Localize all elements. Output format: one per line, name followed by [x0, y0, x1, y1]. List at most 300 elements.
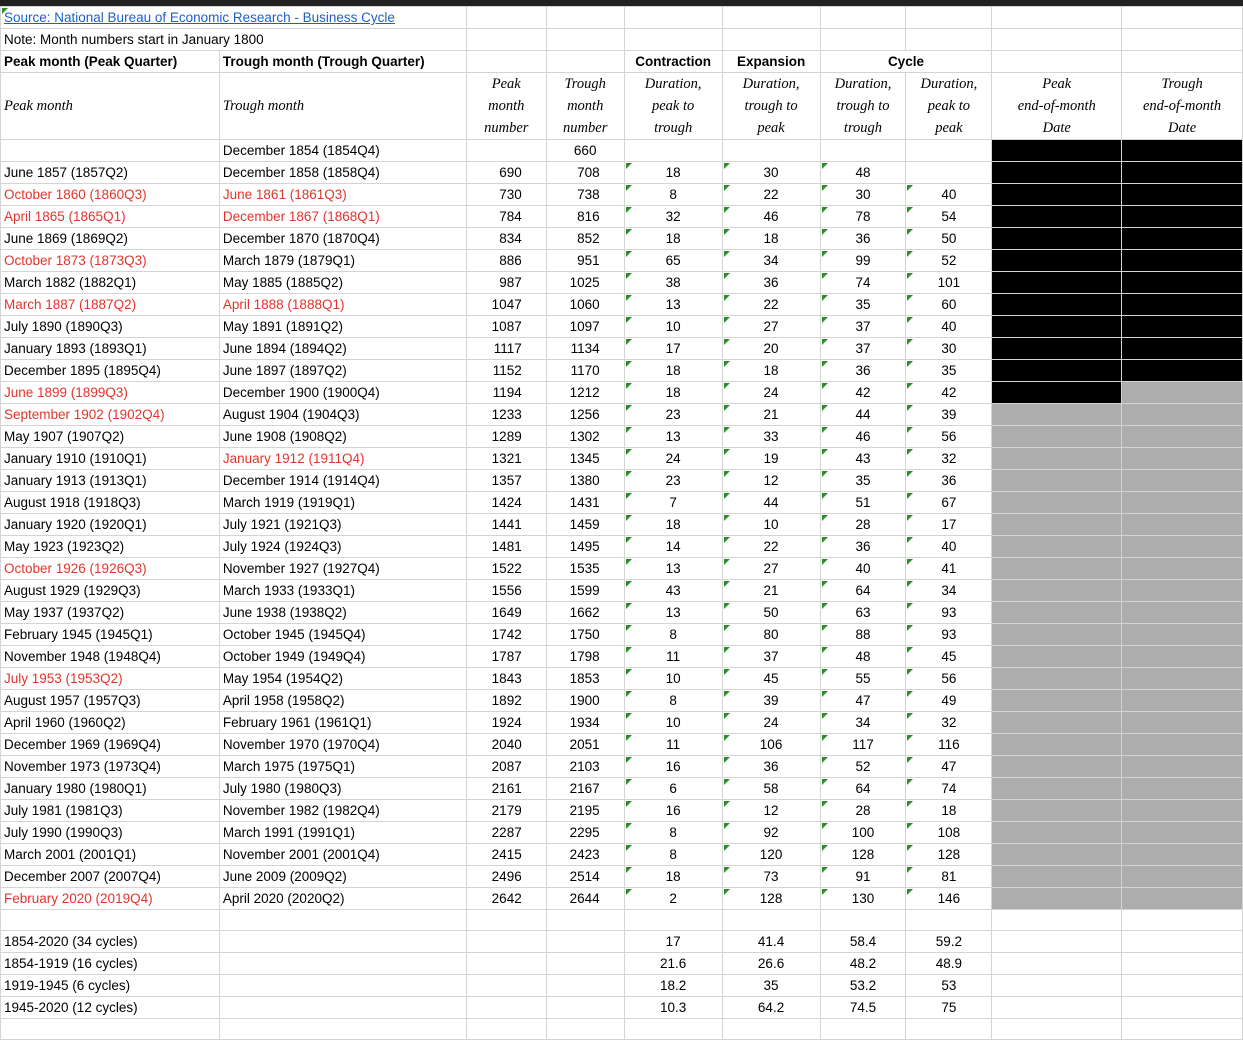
- peak-eom-cell[interactable]: [992, 668, 1122, 690]
- contraction-cell[interactable]: 10: [624, 712, 722, 734]
- peak-eom-cell[interactable]: [992, 866, 1122, 888]
- trough-month-cell[interactable]: January 1912 (1911Q4): [219, 448, 466, 470]
- expansion-cell[interactable]: 22: [722, 294, 820, 316]
- peak-month-cell[interactable]: January 1910 (1910Q1): [1, 448, 220, 470]
- trough-month-cell[interactable]: May 1891 (1891Q2): [219, 316, 466, 338]
- contraction-cell[interactable]: 16: [624, 800, 722, 822]
- trough-to-trough-cell[interactable]: 35: [820, 294, 906, 316]
- empty-cell[interactable]: [906, 910, 992, 931]
- trough-number-cell[interactable]: 1662: [546, 602, 624, 624]
- empty-cell[interactable]: [1122, 953, 1243, 975]
- trough-month-cell[interactable]: April 2020 (2020Q2): [219, 888, 466, 910]
- contraction-cell[interactable]: 23: [624, 470, 722, 492]
- trough-to-trough-cell[interactable]: 36: [820, 536, 906, 558]
- peak-month-cell[interactable]: July 1890 (1890Q3): [1, 316, 220, 338]
- empty-cell[interactable]: [992, 953, 1122, 975]
- summary-expansion[interactable]: 41.4: [722, 931, 820, 953]
- trough-eom-cell[interactable]: [1122, 228, 1243, 250]
- trough-eom-cell[interactable]: [1122, 646, 1243, 668]
- summary-trough-to-trough[interactable]: 74.5: [820, 997, 906, 1019]
- header-expansion-duration[interactable]: Duration, trough to peak: [722, 73, 820, 140]
- contraction-cell[interactable]: 13: [624, 602, 722, 624]
- trough-quarter-header[interactable]: Trough month (Trough Quarter): [219, 51, 466, 73]
- peak-to-peak-cell[interactable]: 54: [906, 206, 992, 228]
- peak-number-cell[interactable]: 1742: [466, 624, 546, 646]
- contraction-cell[interactable]: 32: [624, 206, 722, 228]
- summary-contraction[interactable]: 21.6: [624, 953, 722, 975]
- empty-cell[interactable]: [820, 7, 906, 29]
- peak-number-cell[interactable]: 1924: [466, 712, 546, 734]
- peak-eom-cell[interactable]: [992, 206, 1122, 228]
- trough-month-cell[interactable]: July 1924 (1924Q3): [219, 536, 466, 558]
- peak-to-peak-cell[interactable]: 45: [906, 646, 992, 668]
- summary-peak-to-peak[interactable]: 59.2: [906, 931, 992, 953]
- empty-cell[interactable]: [1, 1019, 220, 1040]
- empty-cell[interactable]: [466, 7, 546, 29]
- peak-eom-cell[interactable]: [992, 756, 1122, 778]
- peak-number-cell[interactable]: 690: [466, 162, 546, 184]
- expansion-cell[interactable]: 22: [722, 536, 820, 558]
- trough-month-cell[interactable]: June 1894 (1894Q2): [219, 338, 466, 360]
- summary-expansion[interactable]: 26.6: [722, 953, 820, 975]
- trough-eom-cell[interactable]: [1122, 756, 1243, 778]
- empty-cell[interactable]: [219, 953, 466, 975]
- trough-month-cell[interactable]: May 1954 (1954Q2): [219, 668, 466, 690]
- peak-to-peak-cell[interactable]: 67: [906, 492, 992, 514]
- contraction-cell[interactable]: 23: [624, 404, 722, 426]
- empty-cell[interactable]: [722, 140, 820, 162]
- expansion-cell[interactable]: 80: [722, 624, 820, 646]
- peak-month-cell[interactable]: June 1899 (1899Q3): [1, 382, 220, 404]
- contraction-cell[interactable]: 2: [624, 888, 722, 910]
- expansion-cell[interactable]: 30: [722, 162, 820, 184]
- peak-month-cell[interactable]: September 1902 (1902Q4): [1, 404, 220, 426]
- empty-cell[interactable]: [1122, 7, 1243, 29]
- empty-cell[interactable]: [546, 931, 624, 953]
- trough-to-trough-cell[interactable]: 51: [820, 492, 906, 514]
- peak-month-cell[interactable]: January 1920 (1920Q1): [1, 514, 220, 536]
- expansion-cell[interactable]: 20: [722, 338, 820, 360]
- peak-number-cell[interactable]: 1357: [466, 470, 546, 492]
- empty-cell[interactable]: [722, 910, 820, 931]
- peak-number-cell[interactable]: 1481: [466, 536, 546, 558]
- peak-eom-cell[interactable]: [992, 514, 1122, 536]
- peak-eom-cell[interactable]: [992, 360, 1122, 382]
- empty-cell[interactable]: [546, 975, 624, 997]
- empty-cell[interactable]: [466, 931, 546, 953]
- contraction-cell[interactable]: 16: [624, 756, 722, 778]
- empty-cell[interactable]: [466, 1019, 546, 1040]
- peak-month-cell[interactable]: [1, 140, 220, 162]
- trough-eom-cell[interactable]: [1122, 272, 1243, 294]
- peak-to-peak-cell[interactable]: 52: [906, 250, 992, 272]
- peak-to-peak-cell[interactable]: 93: [906, 624, 992, 646]
- trough-number-cell[interactable]: 1345: [546, 448, 624, 470]
- trough-number-cell[interactable]: 951: [546, 250, 624, 272]
- note-cell[interactable]: Note: Month numbers start in January 1800: [1, 29, 467, 51]
- contraction-cell[interactable]: 11: [624, 646, 722, 668]
- contraction-cell[interactable]: 18: [624, 228, 722, 250]
- empty-cell[interactable]: [624, 29, 722, 51]
- empty-cell[interactable]: [992, 51, 1122, 73]
- peak-number-cell[interactable]: 2040: [466, 734, 546, 756]
- trough-eom-cell[interactable]: [1122, 690, 1243, 712]
- summary-label[interactable]: 1945-2020 (12 cycles): [1, 997, 220, 1019]
- summary-trough-to-trough[interactable]: 48.2: [820, 953, 906, 975]
- trough-month-cell[interactable]: June 1861 (1861Q3): [219, 184, 466, 206]
- empty-cell[interactable]: [219, 997, 466, 1019]
- trough-number-cell[interactable]: 2051: [546, 734, 624, 756]
- peak-eom-cell[interactable]: [992, 690, 1122, 712]
- trough-eom-cell[interactable]: [1122, 448, 1243, 470]
- peak-month-cell[interactable]: June 1869 (1869Q2): [1, 228, 220, 250]
- peak-month-cell[interactable]: April 1960 (1960Q2): [1, 712, 220, 734]
- peak-eom-cell[interactable]: [992, 250, 1122, 272]
- trough-to-trough-cell[interactable]: 34: [820, 712, 906, 734]
- peak-number-cell[interactable]: 2496: [466, 866, 546, 888]
- peak-to-peak-cell[interactable]: 40: [906, 316, 992, 338]
- trough-number-cell[interactable]: 1302: [546, 426, 624, 448]
- contraction-cell[interactable]: 8: [624, 624, 722, 646]
- trough-to-trough-cell[interactable]: 64: [820, 580, 906, 602]
- trough-to-trough-cell[interactable]: 37: [820, 316, 906, 338]
- trough-month-cell[interactable]: June 1938 (1938Q2): [219, 602, 466, 624]
- trough-to-trough-cell[interactable]: 117: [820, 734, 906, 756]
- peak-eom-cell[interactable]: [992, 448, 1122, 470]
- trough-month-cell[interactable]: August 1904 (1904Q3): [219, 404, 466, 426]
- peak-month-cell[interactable]: March 1882 (1882Q1): [1, 272, 220, 294]
- trough-eom-cell[interactable]: [1122, 668, 1243, 690]
- header-trough-month[interactable]: Trough month: [219, 73, 466, 140]
- expansion-cell[interactable]: 34: [722, 250, 820, 272]
- peak-number-cell[interactable]: 1117: [466, 338, 546, 360]
- expansion-cell[interactable]: 50: [722, 602, 820, 624]
- trough-eom-cell[interactable]: [1122, 624, 1243, 646]
- contraction-cell[interactable]: 13: [624, 558, 722, 580]
- trough-number-cell[interactable]: 738: [546, 184, 624, 206]
- peak-month-cell[interactable]: April 1865 (1865Q1): [1, 206, 220, 228]
- empty-cell[interactable]: [624, 140, 722, 162]
- trough-month-cell[interactable]: December 1858 (1858Q4): [219, 162, 466, 184]
- expansion-cell[interactable]: 128: [722, 888, 820, 910]
- summary-expansion[interactable]: 64.2: [722, 997, 820, 1019]
- peak-number-cell[interactable]: 1321: [466, 448, 546, 470]
- trough-number-cell[interactable]: 1025: [546, 272, 624, 294]
- empty-cell[interactable]: [906, 1019, 992, 1040]
- empty-cell[interactable]: [624, 7, 722, 29]
- trough-eom-cell[interactable]: [1122, 800, 1243, 822]
- empty-cell[interactable]: [546, 7, 624, 29]
- peak-number-cell[interactable]: 1892: [466, 690, 546, 712]
- empty-cell[interactable]: [546, 51, 624, 73]
- peak-month-cell[interactable]: October 1873 (1873Q3): [1, 250, 220, 272]
- empty-cell[interactable]: [992, 975, 1122, 997]
- peak-month-cell[interactable]: November 1948 (1948Q4): [1, 646, 220, 668]
- expansion-cell[interactable]: 37: [722, 646, 820, 668]
- peak-eom-cell[interactable]: [992, 624, 1122, 646]
- trough-eom-cell[interactable]: [1122, 602, 1243, 624]
- peak-to-peak-cell[interactable]: 18: [906, 800, 992, 822]
- peak-month-cell[interactable]: May 1937 (1937Q2): [1, 602, 220, 624]
- peak-month-cell[interactable]: July 1981 (1981Q3): [1, 800, 220, 822]
- empty-cell[interactable]: [466, 975, 546, 997]
- trough-eom-cell[interactable]: [1122, 492, 1243, 514]
- peak-month-cell[interactable]: January 1893 (1893Q1): [1, 338, 220, 360]
- peak-to-peak-cell[interactable]: 40: [906, 184, 992, 206]
- peak-number-cell[interactable]: 1233: [466, 404, 546, 426]
- peak-eom-cell[interactable]: [992, 602, 1122, 624]
- empty-cell[interactable]: [624, 910, 722, 931]
- trough-to-trough-cell[interactable]: 40: [820, 558, 906, 580]
- trough-number-cell[interactable]: 1934: [546, 712, 624, 734]
- contraction-cell[interactable]: 18: [624, 866, 722, 888]
- peak-month-cell[interactable]: August 1957 (1957Q3): [1, 690, 220, 712]
- trough-eom-cell[interactable]: [1122, 470, 1243, 492]
- expansion-header[interactable]: Expansion: [722, 51, 820, 73]
- trough-eom-cell[interactable]: [1122, 404, 1243, 426]
- peak-month-cell[interactable]: March 1887 (1887Q2): [1, 294, 220, 316]
- contraction-cell[interactable]: 18: [624, 382, 722, 404]
- contraction-cell[interactable]: 10: [624, 316, 722, 338]
- peak-to-peak-cell[interactable]: 56: [906, 668, 992, 690]
- peak-eom-cell[interactable]: [992, 712, 1122, 734]
- peak-month-cell[interactable]: March 2001 (2001Q1): [1, 844, 220, 866]
- peak-eom-cell[interactable]: [992, 800, 1122, 822]
- empty-cell[interactable]: [906, 29, 992, 51]
- peak-number-cell[interactable]: 2161: [466, 778, 546, 800]
- contraction-cell[interactable]: 17: [624, 338, 722, 360]
- peak-month-cell[interactable]: December 2007 (2007Q4): [1, 866, 220, 888]
- peak-to-peak-cell[interactable]: 49: [906, 690, 992, 712]
- peak-month-cell[interactable]: May 1907 (1907Q2): [1, 426, 220, 448]
- peak-month-cell[interactable]: January 1913 (1913Q1): [1, 470, 220, 492]
- peak-to-peak-cell[interactable]: 40: [906, 536, 992, 558]
- trough-eom-cell[interactable]: [1122, 888, 1243, 910]
- header-peak-number[interactable]: Peak month number: [466, 73, 546, 140]
- peak-number-cell[interactable]: 1152: [466, 360, 546, 382]
- trough-month-cell[interactable]: November 1982 (1982Q4): [219, 800, 466, 822]
- empty-cell[interactable]: [820, 910, 906, 931]
- peak-to-peak-cell[interactable]: 32: [906, 448, 992, 470]
- peak-number-cell[interactable]: 2415: [466, 844, 546, 866]
- trough-eom-cell[interactable]: [1122, 294, 1243, 316]
- trough-number-cell[interactable]: 2644: [546, 888, 624, 910]
- summary-label[interactable]: 1919-1945 (6 cycles): [1, 975, 220, 997]
- empty-cell[interactable]: [219, 975, 466, 997]
- trough-number-cell[interactable]: 1853: [546, 668, 624, 690]
- trough-month-cell[interactable]: October 1945 (1945Q4): [219, 624, 466, 646]
- header-cycle-peak-to-peak[interactable]: Duration, peak to peak: [906, 73, 992, 140]
- trough-eom-cell[interactable]: [1122, 778, 1243, 800]
- empty-cell[interactable]: [546, 29, 624, 51]
- empty-cell[interactable]: [820, 1019, 906, 1040]
- empty-cell[interactable]: [722, 1019, 820, 1040]
- trough-month-cell[interactable]: May 1885 (1885Q2): [219, 272, 466, 294]
- trough-eom-cell[interactable]: [1122, 734, 1243, 756]
- peak-number-cell[interactable]: 2087: [466, 756, 546, 778]
- peak-eom-cell[interactable]: [992, 734, 1122, 756]
- expansion-cell[interactable]: 45: [722, 668, 820, 690]
- trough-to-trough-cell[interactable]: 64: [820, 778, 906, 800]
- expansion-cell[interactable]: 33: [722, 426, 820, 448]
- expansion-cell[interactable]: 27: [722, 558, 820, 580]
- trough-eom-cell[interactable]: [1122, 338, 1243, 360]
- empty-cell[interactable]: [219, 1019, 466, 1040]
- empty-cell[interactable]: [466, 29, 546, 51]
- trough-number-cell[interactable]: 1212: [546, 382, 624, 404]
- empty-cell[interactable]: [546, 910, 624, 931]
- peak-month-cell[interactable]: November 1973 (1973Q4): [1, 756, 220, 778]
- peak-number-cell[interactable]: 2642: [466, 888, 546, 910]
- peak-to-peak-cell[interactable]: 39: [906, 404, 992, 426]
- peak-to-peak-cell[interactable]: 74: [906, 778, 992, 800]
- trough-to-trough-cell[interactable]: 42: [820, 382, 906, 404]
- empty-cell[interactable]: [1122, 997, 1243, 1019]
- contraction-cell[interactable]: 13: [624, 294, 722, 316]
- trough-month-cell[interactable]: March 1991 (1991Q1): [219, 822, 466, 844]
- trough-number-cell[interactable]: 1060: [546, 294, 624, 316]
- trough-number-cell[interactable]: 1798: [546, 646, 624, 668]
- peak-eom-cell[interactable]: [992, 294, 1122, 316]
- trough-to-trough-cell[interactable]: 36: [820, 228, 906, 250]
- summary-expansion[interactable]: 35: [722, 975, 820, 997]
- trough-to-trough-cell[interactable]: 128: [820, 844, 906, 866]
- empty-cell[interactable]: [1122, 975, 1243, 997]
- contraction-cell[interactable]: 18: [624, 360, 722, 382]
- expansion-cell[interactable]: 12: [722, 470, 820, 492]
- peak-to-peak-cell[interactable]: 50: [906, 228, 992, 250]
- trough-to-trough-cell[interactable]: 52: [820, 756, 906, 778]
- trough-number-cell[interactable]: 2195: [546, 800, 624, 822]
- expansion-cell[interactable]: 73: [722, 866, 820, 888]
- trough-number-cell[interactable]: 2514: [546, 866, 624, 888]
- expansion-cell[interactable]: 19: [722, 448, 820, 470]
- peak-month-cell[interactable]: October 1926 (1926Q3): [1, 558, 220, 580]
- trough-eom-cell[interactable]: [1122, 822, 1243, 844]
- summary-label[interactable]: 1854-1919 (16 cycles): [1, 953, 220, 975]
- trough-to-trough-cell[interactable]: 36: [820, 360, 906, 382]
- trough-to-trough-cell[interactable]: 130: [820, 888, 906, 910]
- peak-eom-cell[interactable]: [992, 492, 1122, 514]
- trough-month-cell[interactable]: June 2009 (2009Q2): [219, 866, 466, 888]
- trough-month-cell[interactable]: March 1933 (1933Q1): [219, 580, 466, 602]
- peak-to-peak-cell[interactable]: 101: [906, 272, 992, 294]
- peak-to-peak-cell[interactable]: 56: [906, 426, 992, 448]
- contraction-cell[interactable]: 13: [624, 426, 722, 448]
- header-peak-month[interactable]: Peak month: [1, 73, 220, 140]
- trough-to-trough-cell[interactable]: 99: [820, 250, 906, 272]
- trough-number-cell[interactable]: 1750: [546, 624, 624, 646]
- empty-cell[interactable]: [546, 1019, 624, 1040]
- trough-eom-cell[interactable]: [1122, 250, 1243, 272]
- header-cycle-trough-to-trough[interactable]: Duration, trough to trough: [820, 73, 906, 140]
- contraction-cell[interactable]: 6: [624, 778, 722, 800]
- trough-to-trough-cell[interactable]: 78: [820, 206, 906, 228]
- trough-eom-cell[interactable]: [1122, 866, 1243, 888]
- contraction-cell[interactable]: 18: [624, 162, 722, 184]
- contraction-cell[interactable]: 14: [624, 536, 722, 558]
- expansion-cell[interactable]: 120: [722, 844, 820, 866]
- contraction-cell[interactable]: 8: [624, 690, 722, 712]
- summary-contraction[interactable]: 17: [624, 931, 722, 953]
- peak-month-cell[interactable]: June 1857 (1857Q2): [1, 162, 220, 184]
- peak-number-cell[interactable]: 1843: [466, 668, 546, 690]
- empty-cell[interactable]: [722, 7, 820, 29]
- trough-eom-cell[interactable]: [1122, 514, 1243, 536]
- trough-month-cell[interactable]: December 1854 (1854Q4): [219, 140, 466, 162]
- peak-month-cell[interactable]: August 1929 (1929Q3): [1, 580, 220, 602]
- empty-cell[interactable]: [906, 140, 992, 162]
- trough-eom-cell[interactable]: [1122, 580, 1243, 602]
- peak-eom-cell[interactable]: [992, 646, 1122, 668]
- trough-eom-cell[interactable]: [1122, 382, 1243, 404]
- trough-number-cell[interactable]: 1380: [546, 470, 624, 492]
- peak-eom-cell[interactable]: [992, 140, 1122, 162]
- empty-cell[interactable]: [466, 51, 546, 73]
- peak-month-cell[interactable]: July 1953 (1953Q2): [1, 668, 220, 690]
- empty-cell[interactable]: [219, 931, 466, 953]
- trough-month-cell[interactable]: December 1900 (1900Q4): [219, 382, 466, 404]
- summary-peak-to-peak[interactable]: 48.9: [906, 953, 992, 975]
- expansion-cell[interactable]: 106: [722, 734, 820, 756]
- expansion-cell[interactable]: 46: [722, 206, 820, 228]
- peak-month-cell[interactable]: October 1860 (1860Q3): [1, 184, 220, 206]
- peak-eom-cell[interactable]: [992, 184, 1122, 206]
- trough-eom-cell[interactable]: [1122, 844, 1243, 866]
- peak-eom-cell[interactable]: [992, 844, 1122, 866]
- peak-eom-cell[interactable]: [992, 404, 1122, 426]
- trough-to-trough-cell[interactable]: 88: [820, 624, 906, 646]
- trough-month-cell[interactable]: June 1897 (1897Q2): [219, 360, 466, 382]
- summary-peak-to-peak[interactable]: 53: [906, 975, 992, 997]
- summary-trough-to-trough[interactable]: 53.2: [820, 975, 906, 997]
- peak-to-peak-cell[interactable]: 32: [906, 712, 992, 734]
- peak-month-cell[interactable]: May 1923 (1923Q2): [1, 536, 220, 558]
- contraction-cell[interactable]: 18: [624, 514, 722, 536]
- empty-cell[interactable]: [992, 997, 1122, 1019]
- empty-cell[interactable]: [466, 997, 546, 1019]
- contraction-cell[interactable]: 8: [624, 844, 722, 866]
- peak-quarter-header[interactable]: Peak month (Peak Quarter): [1, 51, 220, 73]
- peak-eom-cell[interactable]: [992, 470, 1122, 492]
- trough-number-cell[interactable]: 1134: [546, 338, 624, 360]
- contraction-cell[interactable]: 11: [624, 734, 722, 756]
- trough-to-trough-cell[interactable]: 28: [820, 800, 906, 822]
- peak-number-cell[interactable]: 2287: [466, 822, 546, 844]
- trough-eom-cell[interactable]: [1122, 712, 1243, 734]
- expansion-cell[interactable]: 24: [722, 712, 820, 734]
- peak-eom-cell[interactable]: [992, 778, 1122, 800]
- trough-month-cell[interactable]: October 1949 (1949Q4): [219, 646, 466, 668]
- peak-to-peak-cell[interactable]: 42: [906, 382, 992, 404]
- empty-cell[interactable]: [546, 953, 624, 975]
- trough-to-trough-cell[interactable]: 74: [820, 272, 906, 294]
- trough-month-cell[interactable]: June 1908 (1908Q2): [219, 426, 466, 448]
- peak-eom-cell[interactable]: [992, 536, 1122, 558]
- trough-eom-cell[interactable]: [1122, 162, 1243, 184]
- expansion-cell[interactable]: 36: [722, 272, 820, 294]
- trough-to-trough-cell[interactable]: 44: [820, 404, 906, 426]
- peak-to-peak-cell[interactable]: 146: [906, 888, 992, 910]
- peak-month-cell[interactable]: February 2020 (2019Q4): [1, 888, 220, 910]
- empty-cell[interactable]: [906, 7, 992, 29]
- peak-number-cell[interactable]: 1289: [466, 426, 546, 448]
- empty-cell[interactable]: [466, 953, 546, 975]
- peak-number-cell[interactable]: 784: [466, 206, 546, 228]
- peak-to-peak-cell[interactable]: 34: [906, 580, 992, 602]
- peak-number-cell[interactable]: 987: [466, 272, 546, 294]
- trough-number-cell[interactable]: 852: [546, 228, 624, 250]
